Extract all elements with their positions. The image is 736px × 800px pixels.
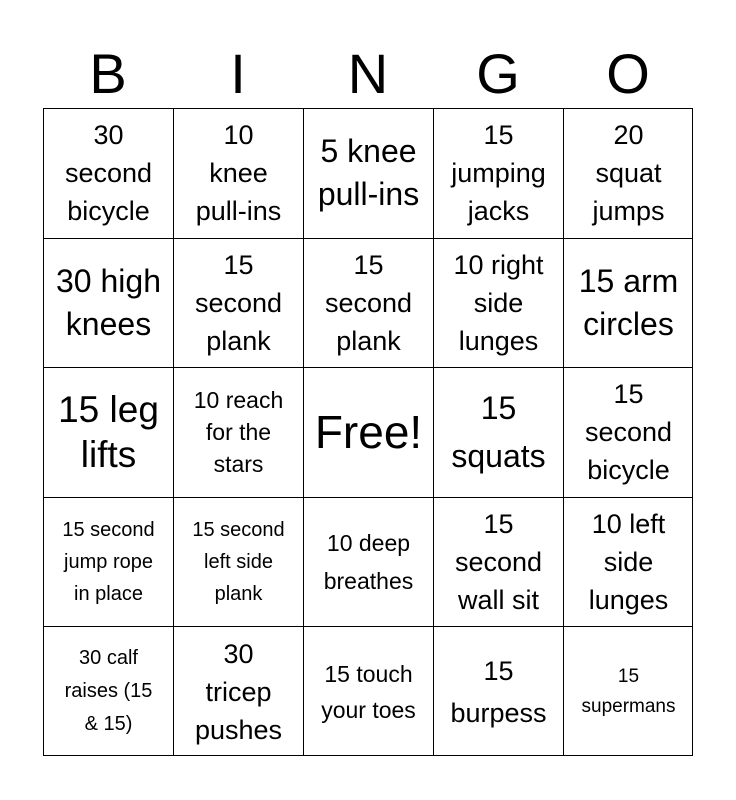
header-letter-b: B bbox=[89, 42, 127, 105]
header-letter-g: G bbox=[476, 42, 520, 105]
bingo-cell-r1c1[interactable] bbox=[43, 108, 173, 238]
cell-label: 15 touch your toes bbox=[321, 660, 416, 723]
cell-label: 15 jumping jacks bbox=[451, 120, 546, 227]
cell-label: 30 second bicycle bbox=[64, 120, 153, 227]
bingo-grid bbox=[43, 108, 693, 756]
header-letter-o: O bbox=[606, 42, 650, 105]
cell-label: 30 tricep pushes bbox=[194, 638, 283, 745]
cell-label: 15 second plank bbox=[324, 249, 413, 356]
cell-label: 15 squats bbox=[451, 390, 546, 475]
cell-label: 10 reach for the stars bbox=[193, 387, 284, 478]
cell-label: 15 second wall sit bbox=[454, 509, 543, 616]
cell-label: 15 second left side plank bbox=[192, 519, 285, 606]
cell-label: 10 deep breathes bbox=[323, 530, 414, 595]
cell-label: 15 second plank bbox=[194, 249, 283, 356]
bingo-cell-r5c1[interactable] bbox=[43, 626, 173, 756]
bingo-cell-r5c3[interactable] bbox=[303, 626, 433, 756]
bingo-cell-r3c2[interactable] bbox=[173, 367, 303, 497]
cell-label: 10 knee pull-ins bbox=[195, 120, 282, 227]
bingo-cell-r4c1[interactable] bbox=[43, 497, 173, 627]
bingo-cell-r4c4[interactable] bbox=[433, 497, 563, 627]
cell-label: 10 left side lunges bbox=[588, 509, 669, 616]
bingo-cell-r2c2[interactable] bbox=[173, 238, 303, 368]
bingo-cell-r3c1[interactable] bbox=[43, 367, 173, 497]
bingo-cell-r2c4[interactable] bbox=[433, 238, 563, 368]
bingo-cell-r5c2[interactable] bbox=[173, 626, 303, 756]
bingo-cell-r5c5[interactable] bbox=[563, 626, 693, 756]
cell-label: 15 leg lifts bbox=[58, 389, 159, 476]
bingo-cell-r4c3[interactable] bbox=[303, 497, 433, 627]
bingo-cell-r1c4[interactable] bbox=[433, 108, 563, 238]
cell-label: 15 supermans bbox=[581, 665, 676, 717]
cell-label: 20 squat jumps bbox=[592, 120, 665, 227]
bingo-cell-r1c2[interactable] bbox=[173, 108, 303, 238]
bingo-cell-r2c5[interactable] bbox=[563, 238, 693, 368]
bingo-cell-r4c5[interactable] bbox=[563, 497, 693, 627]
bingo-cell-r4c2[interactable] bbox=[173, 497, 303, 627]
bingo-header bbox=[43, 40, 693, 108]
cell-label: 30 high knees bbox=[56, 262, 161, 342]
bingo-cell-r1c3[interactable] bbox=[303, 108, 433, 238]
header-letter-n: N bbox=[347, 42, 389, 105]
cell-label: Free! bbox=[314, 406, 423, 459]
cell-label: 30 calf raises (15 & 15) bbox=[64, 647, 153, 736]
bingo-cell-r3c4[interactable] bbox=[433, 367, 563, 497]
cell-label: 10 right side lunges bbox=[453, 249, 544, 356]
bingo-cell-r3c5[interactable] bbox=[563, 367, 693, 497]
cell-label: 15 arm circles bbox=[578, 262, 679, 342]
bingo-cell-r1c5[interactable] bbox=[563, 108, 693, 238]
cell-label: 5 knee pull-ins bbox=[317, 133, 420, 213]
bingo-cell-r2c1[interactable] bbox=[43, 238, 173, 368]
bingo-cell-r5c4[interactable] bbox=[433, 626, 563, 756]
header-letter-i: I bbox=[230, 42, 246, 105]
cell-label: 15 burpess bbox=[450, 655, 547, 728]
cell-label: 15 second jump rope in place bbox=[62, 519, 155, 606]
bingo-cell-r2c3[interactable] bbox=[303, 238, 433, 368]
bingo-cell-r3c3[interactable] bbox=[303, 367, 433, 497]
cell-label: 15 second bicycle bbox=[584, 379, 673, 486]
